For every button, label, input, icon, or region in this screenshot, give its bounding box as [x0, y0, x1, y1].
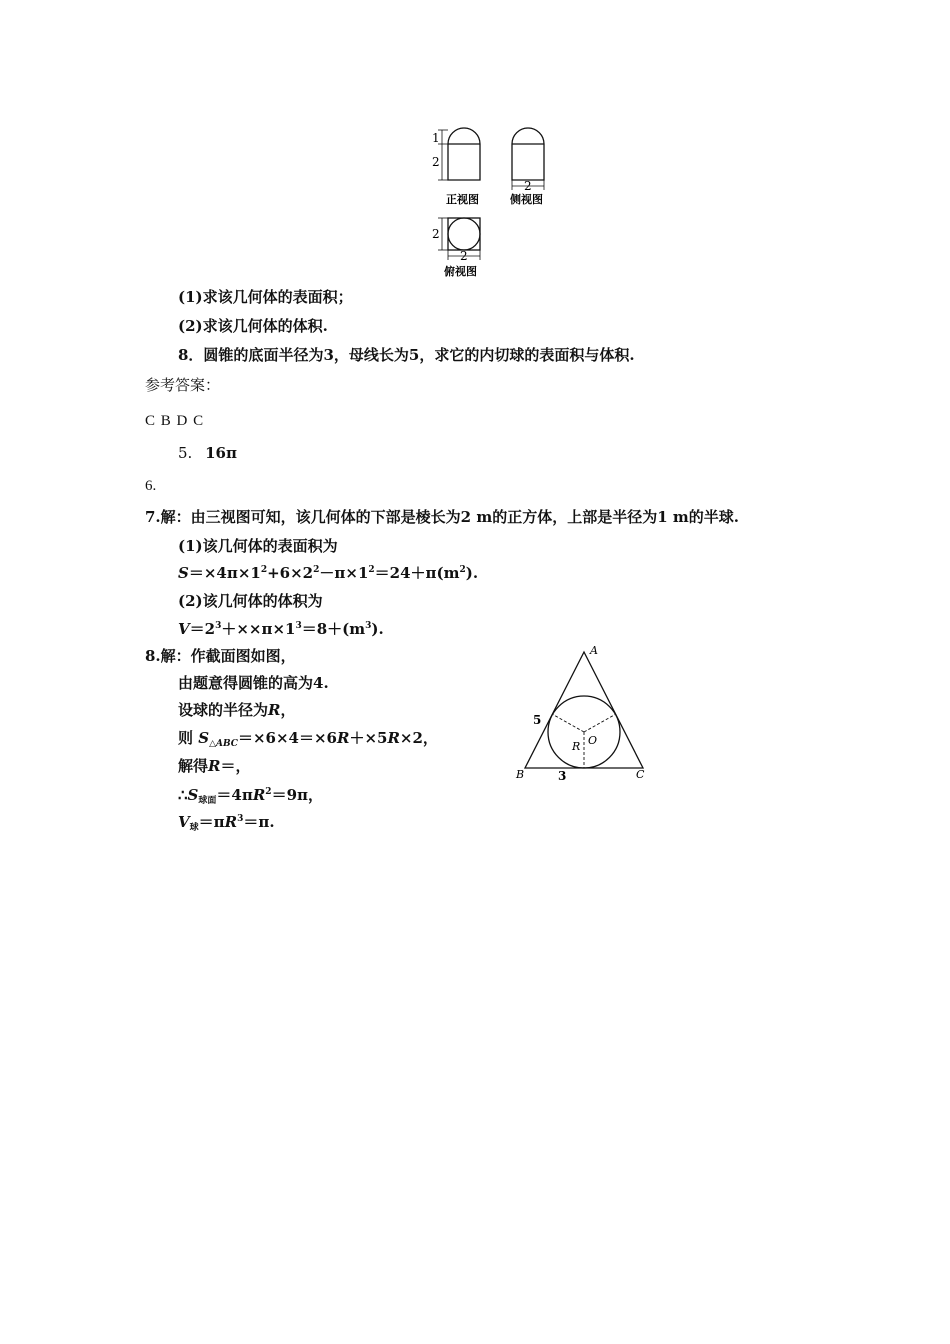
sub: 球面 — [198, 796, 217, 806]
sub: 球 — [189, 823, 199, 833]
answer-6: 6. — [145, 478, 157, 494]
triangle-abc — [525, 652, 643, 768]
side-dim-2: 2 — [524, 179, 532, 193]
radius-to-left-tangent — [552, 714, 584, 732]
answer-8-line-3 — [178, 728, 438, 748]
var-s: S — [198, 729, 210, 747]
front-dim-1: 1 — [432, 131, 440, 145]
text: ＋×5 — [349, 729, 388, 747]
sup: 2 — [313, 565, 320, 575]
answer-5 — [178, 443, 237, 463]
answer-5-number: 5. — [178, 444, 193, 462]
radius-to-right-tangent — [584, 714, 616, 732]
question-7-part-1: (1)求该几何体的表面积； — [178, 288, 353, 306]
sup: 3 — [237, 814, 244, 824]
answer-7-part-2: (2)该几何体的体积为 — [178, 592, 323, 610]
expr: ). — [371, 620, 384, 638]
side-view-label: 侧视图 — [510, 193, 543, 206]
answer-8-intro: 8.解：作截面图如图， — [145, 647, 296, 665]
var-r: R — [387, 729, 400, 747]
top-view — [438, 218, 480, 260]
multiple-choice-answers: C B D C — [145, 413, 205, 429]
front-dim-2: 2 — [432, 155, 440, 169]
top-view-label: 俯视图 — [444, 265, 477, 278]
sup: 3 — [295, 621, 302, 631]
var-r: R — [268, 701, 281, 719]
answer-8-line-1: 由题意得圆锥的高为4. — [178, 674, 329, 692]
answers-heading: 参考答案： — [145, 376, 221, 394]
var-r: R — [252, 786, 266, 804]
expr: ＝24＋π(m — [374, 564, 460, 582]
text: ＝9π， — [271, 786, 323, 804]
text: ＝4π — [216, 786, 253, 804]
answer-8-line-4 — [178, 756, 251, 776]
answer-7-intro: 7.解：由三视图可知，该几何体的下部是棱长为2 m的正方体，上部是半径为1 m的半球. — [145, 508, 739, 526]
sup: 2 — [265, 787, 272, 797]
expr: ＝×4π×1 — [188, 564, 261, 582]
vertex-a-label: A — [590, 644, 598, 657]
text: ＝π — [198, 813, 225, 831]
sup: 2 — [459, 565, 466, 575]
top-dim-side: 2 — [432, 227, 440, 241]
radius-r-label: R — [572, 740, 581, 753]
answer-8-line-2 — [178, 700, 296, 720]
text: ×2， — [399, 729, 438, 747]
var-v: V — [178, 620, 190, 638]
cone-cross-section-figure — [510, 640, 660, 785]
var-s: S — [187, 786, 199, 804]
center-o-label: O — [588, 734, 598, 747]
text: 设球的半径为 — [178, 701, 269, 719]
vertex-c-label: C — [636, 768, 645, 781]
answer-8-line-5 — [178, 785, 323, 805]
question-8: 8．圆锥的底面半径为3，母线长为5，求它的内切球的表面积与体积. — [178, 346, 635, 364]
front-view-label: 正视图 — [446, 193, 479, 206]
expr: －π×1 — [319, 564, 369, 582]
sup: 3 — [215, 621, 222, 631]
text: ＝π. — [243, 813, 275, 831]
answer-7-part-1: (1)该几何体的表面积为 — [178, 537, 338, 555]
sup: 3 — [365, 621, 372, 631]
sup: 2 — [368, 565, 375, 575]
var-v: V — [178, 813, 190, 831]
text: ＝×6×4＝×6 — [237, 729, 337, 747]
text: ＝， — [220, 757, 251, 775]
var-s: S — [178, 564, 189, 582]
text: ， — [280, 701, 296, 719]
text: 解得 — [178, 757, 209, 775]
answer-8-line-6 — [178, 812, 275, 832]
var-r: R — [208, 757, 221, 775]
slant-length-label: 5 — [533, 713, 542, 727]
text: 则 — [178, 729, 194, 747]
front-view — [438, 128, 480, 180]
sub: △ABC — [209, 739, 238, 749]
expr: ＋××π×1 — [221, 620, 296, 638]
top-dim-bottom: 2 — [460, 249, 468, 263]
three-view-figure — [420, 120, 560, 285]
answer-5-value: 16π — [205, 444, 237, 462]
expr: ＝2 — [189, 620, 216, 638]
question-7-part-2: (2)求该几何体的体积. — [178, 317, 328, 335]
expr: +6×2 — [267, 564, 314, 582]
vertex-b-label: B — [516, 768, 525, 781]
expr: ＝8＋(m — [301, 620, 366, 638]
answer-7-surface-formula — [178, 563, 478, 583]
var-r: R — [336, 729, 350, 747]
text: ∴ — [178, 786, 188, 804]
sup: 2 — [260, 565, 268, 575]
answer-7-volume-formula — [178, 619, 384, 639]
expr: ). — [465, 564, 479, 582]
var-r: R — [224, 813, 238, 831]
base-length-label: 3 — [558, 769, 567, 783]
